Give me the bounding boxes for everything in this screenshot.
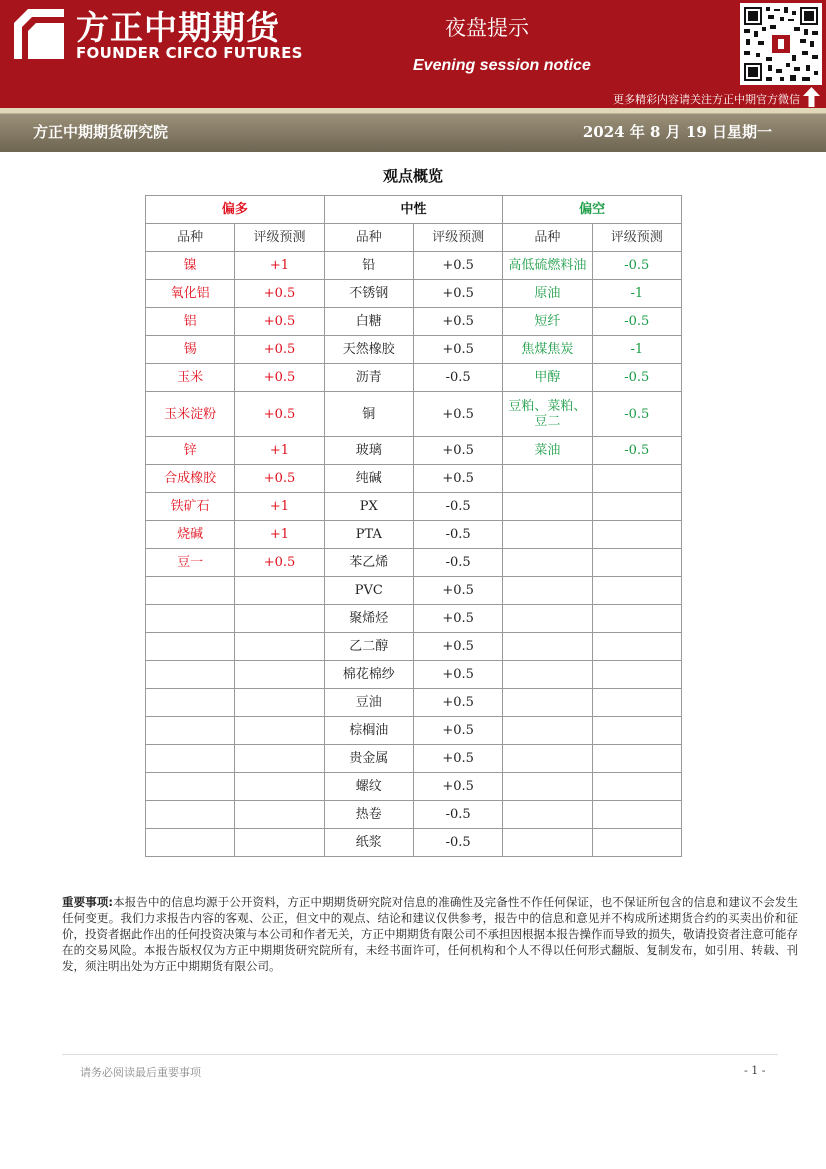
- bull-name-cell: 锌: [146, 437, 235, 465]
- bear-name-cell: 甲醇: [503, 364, 592, 392]
- neutral-rating-cell: +0.5: [413, 252, 502, 280]
- neutral-name-cell: 纸浆: [324, 829, 413, 857]
- neutral-rating-cell: -0.5: [413, 829, 502, 857]
- neutral-rating-column-header: 评级预测: [413, 224, 502, 252]
- neutral-rating-cell: +0.5: [413, 437, 502, 465]
- bear-rating-cell: [592, 829, 681, 857]
- bear-rating-cell: -0.5: [592, 364, 681, 392]
- bull-rating-cell: +1: [235, 252, 324, 280]
- bear-name-cell: [503, 661, 592, 689]
- bull-rating-cell: +0.5: [235, 364, 324, 392]
- bear-rating-cell: [592, 633, 681, 661]
- neutral-name-cell: 聚烯烃: [324, 605, 413, 633]
- table-row: [146, 252, 682, 280]
- bull-rating-cell: [235, 745, 324, 773]
- bull-name-cell: 氧化铝: [146, 280, 235, 308]
- page-subtitle: Evening session notice: [413, 57, 591, 74]
- neutral-name-cell: 玻璃: [324, 437, 413, 465]
- table-row: [146, 549, 682, 577]
- bull-rating-cell: +0.5: [235, 308, 324, 336]
- bear-name-cell: [503, 633, 592, 661]
- neutral-name-cell: 苯乙烯: [324, 549, 413, 577]
- wechat-qr-code-icon[interactable]: [740, 3, 822, 85]
- bull-rating-cell: +1: [235, 493, 324, 521]
- column-header-row: [146, 224, 682, 252]
- bear-rating-cell: [592, 605, 681, 633]
- report-date: 2024 年 8 月 19 日星期一: [582, 123, 772, 141]
- disclaimer-label: 重要事项:: [62, 895, 114, 909]
- neutral-rating-cell: +0.5: [413, 336, 502, 364]
- neutral-rating-cell: +0.5: [413, 689, 502, 717]
- bull-rating-column-header: 评级预测: [235, 224, 324, 252]
- bear-rating-cell: -0.5: [592, 308, 681, 336]
- bear-name-cell: [503, 521, 592, 549]
- bear-rating-cell: -0.5: [592, 252, 681, 280]
- neutral-name-cell: PTA: [324, 521, 413, 549]
- bear-name-cell: [503, 773, 592, 801]
- bull-rating-cell: +1: [235, 521, 324, 549]
- neutral-name-cell: 棉花棉纱: [324, 661, 413, 689]
- bear-name-cell: [503, 745, 592, 773]
- bull-name-cell: [146, 689, 235, 717]
- neutral-name-cell: 豆油: [324, 689, 413, 717]
- bear-rating-cell: [592, 661, 681, 689]
- bull-rating-cell: [235, 717, 324, 745]
- bull-name-cell: 合成橡胶: [146, 465, 235, 493]
- neutral-rating-cell: -0.5: [413, 493, 502, 521]
- footer-note: 请务必阅读最后重要事项: [80, 1066, 201, 1079]
- table-row: [146, 717, 682, 745]
- neutral-name-cell: PX: [324, 493, 413, 521]
- neutral-rating-cell: +0.5: [413, 392, 502, 437]
- bull-rating-cell: [235, 661, 324, 689]
- group-bear-header: 偏空: [503, 196, 682, 224]
- table-row: [146, 829, 682, 857]
- bull-rating-cell: [235, 689, 324, 717]
- bull-name-cell: [146, 633, 235, 661]
- bull-name-cell: 锡: [146, 336, 235, 364]
- bear-rating-cell: [592, 745, 681, 773]
- neutral-name-cell: 沥青: [324, 364, 413, 392]
- neutral-name-cell: 白糖: [324, 308, 413, 336]
- neutral-name-column-header: 品种: [324, 224, 413, 252]
- bear-name-column-header: 品种: [503, 224, 592, 252]
- logo-chinese-name: 方正中期期货: [76, 8, 280, 47]
- bear-name-cell: 原油: [503, 280, 592, 308]
- group-neutral-header: 中性: [324, 196, 503, 224]
- bull-name-cell: 烧碱: [146, 521, 235, 549]
- neutral-rating-cell: -0.5: [413, 364, 502, 392]
- overview-title: 观点概览: [382, 167, 443, 185]
- group-bull-header: 偏多: [146, 196, 325, 224]
- table-row: [146, 521, 682, 549]
- bull-name-cell: [146, 801, 235, 829]
- neutral-name-cell: 不锈钢: [324, 280, 413, 308]
- bear-name-cell: 焦煤焦炭: [503, 336, 592, 364]
- view-overview-table: [145, 195, 682, 857]
- neutral-rating-cell: +0.5: [413, 633, 502, 661]
- table-row: [146, 689, 682, 717]
- bull-rating-cell: [235, 605, 324, 633]
- neutral-name-cell: 天然橡胶: [324, 336, 413, 364]
- neutral-rating-cell: -0.5: [413, 521, 502, 549]
- bear-name-cell: [503, 549, 592, 577]
- bull-name-cell: 豆一: [146, 549, 235, 577]
- neutral-name-cell: 贵金属: [324, 745, 413, 773]
- bull-name-cell: 铝: [146, 308, 235, 336]
- disclaimer-text: 本报告中的信息均源于公开资料，方正中期期货研究院对信息的准确性及完备性不作任何保证，也不保证所包含的信息和建议不会发生任何变更。我们力求报告内容的客观、公正，但文中的观点、结论和建议仅供参考，报告中的信息和意见并不构成所述期货合约的买卖出价和征价，投资者据此作出的任何投资决策与本公司和作者无关，方正中期期货有限公司不承担因根据本报告操作而导致的损失，敬请投资者注意可能存在的交易风险。本报告版权仅为方正中期期货研究院所有，未经书面许可，任何机构和个人不得以任何形式翻版、复制发布，如引用、转载、刊发，须注明出处为方正中期期货有限公司。: [62, 895, 798, 973]
- table-row: [146, 392, 682, 437]
- neutral-rating-cell: +0.5: [413, 605, 502, 633]
- bull-rating-cell: +1: [235, 437, 324, 465]
- neutral-rating-cell: +0.5: [413, 717, 502, 745]
- bull-rating-cell: [235, 829, 324, 857]
- table-row: [146, 605, 682, 633]
- neutral-rating-cell: +0.5: [413, 280, 502, 308]
- bear-name-cell: 高低硫燃料油: [503, 252, 592, 280]
- bull-name-cell: [146, 773, 235, 801]
- neutral-name-cell: PVC: [324, 577, 413, 605]
- bear-name-cell: [503, 465, 592, 493]
- table-row: [146, 493, 682, 521]
- bear-name-cell: [503, 801, 592, 829]
- page-title: 夜盘提示: [445, 16, 529, 40]
- bull-name-cell: [146, 661, 235, 689]
- bear-rating-cell: [592, 493, 681, 521]
- neutral-name-cell: 螺纹: [324, 773, 413, 801]
- bear-rating-cell: [592, 465, 681, 493]
- bear-name-cell: [503, 577, 592, 605]
- bear-rating-cell: [592, 689, 681, 717]
- table-row: [146, 437, 682, 465]
- neutral-rating-cell: +0.5: [413, 745, 502, 773]
- bear-rating-cell: [592, 577, 681, 605]
- bear-name-cell: [503, 689, 592, 717]
- bull-rating-cell: +0.5: [235, 336, 324, 364]
- table-row: [146, 661, 682, 689]
- bull-name-cell: 镍: [146, 252, 235, 280]
- bull-name-cell: [146, 577, 235, 605]
- neutral-rating-cell: +0.5: [413, 773, 502, 801]
- table-row: [146, 773, 682, 801]
- neutral-rating-cell: +0.5: [413, 465, 502, 493]
- table-row: [146, 308, 682, 336]
- logo-english-name: FOUNDER CIFCO FUTURES: [76, 44, 303, 62]
- neutral-rating-cell: +0.5: [413, 308, 502, 336]
- bear-rating-cell: -0.5: [592, 437, 681, 465]
- neutral-name-cell: 棕榈油: [324, 717, 413, 745]
- bear-rating-cell: [592, 549, 681, 577]
- bear-name-cell: 豆粕、菜粕、豆二: [503, 392, 592, 437]
- neutral-name-cell: 乙二醇: [324, 633, 413, 661]
- bull-name-cell: [146, 745, 235, 773]
- bull-name-cell: 玉米淀粉: [146, 392, 235, 437]
- neutral-name-cell: 铜: [324, 392, 413, 437]
- neutral-rating-cell: -0.5: [413, 549, 502, 577]
- bull-rating-cell: [235, 801, 324, 829]
- bear-name-cell: [503, 717, 592, 745]
- bull-name-cell: 铁矿石: [146, 493, 235, 521]
- neutral-rating-cell: +0.5: [413, 661, 502, 689]
- group-header-row: [146, 196, 682, 224]
- bull-name-cell: [146, 605, 235, 633]
- bear-name-cell: [503, 605, 592, 633]
- table-row: [146, 577, 682, 605]
- bear-rating-cell: [592, 717, 681, 745]
- arrow-up-icon: [803, 87, 820, 107]
- bull-rating-cell: +0.5: [235, 465, 324, 493]
- table-row: [146, 801, 682, 829]
- bear-name-cell: [503, 829, 592, 857]
- table-row: [146, 280, 682, 308]
- bull-name-column-header: 品种: [146, 224, 235, 252]
- disclaimer: [62, 894, 798, 974]
- bear-rating-cell: [592, 521, 681, 549]
- bear-name-cell: [503, 493, 592, 521]
- table-row: [146, 364, 682, 392]
- page-number: - 1 -: [744, 1064, 766, 1077]
- bear-rating-cell: -1: [592, 280, 681, 308]
- neutral-rating-cell: +0.5: [413, 577, 502, 605]
- bull-rating-cell: +0.5: [235, 392, 324, 437]
- bull-rating-cell: [235, 577, 324, 605]
- bear-rating-cell: [592, 801, 681, 829]
- bear-rating-cell: -0.5: [592, 392, 681, 437]
- neutral-name-cell: 热卷: [324, 801, 413, 829]
- bear-rating-cell: [592, 773, 681, 801]
- table-row: [146, 633, 682, 661]
- bear-rating-column-header: 评级预测: [592, 224, 681, 252]
- footer-divider: [62, 1054, 778, 1055]
- bull-rating-cell: +0.5: [235, 280, 324, 308]
- table-row: [146, 336, 682, 364]
- bull-rating-cell: +0.5: [235, 549, 324, 577]
- table-row: [146, 745, 682, 773]
- bull-name-cell: [146, 829, 235, 857]
- neutral-name-cell: 铅: [324, 252, 413, 280]
- bear-rating-cell: -1: [592, 336, 681, 364]
- founder-logo-icon: [14, 9, 64, 59]
- bull-name-cell: [146, 717, 235, 745]
- bear-name-cell: 菜油: [503, 437, 592, 465]
- follow-wechat-text: 更多精彩内容请关注方正中期官方微信: [613, 93, 800, 106]
- neutral-name-cell: 纯碱: [324, 465, 413, 493]
- bull-name-cell: 玉米: [146, 364, 235, 392]
- bull-rating-cell: [235, 633, 324, 661]
- table-row: [146, 465, 682, 493]
- neutral-rating-cell: -0.5: [413, 801, 502, 829]
- bull-rating-cell: [235, 773, 324, 801]
- institute-name: 方正中期期货研究院: [33, 123, 169, 141]
- bear-name-cell: 短纤: [503, 308, 592, 336]
